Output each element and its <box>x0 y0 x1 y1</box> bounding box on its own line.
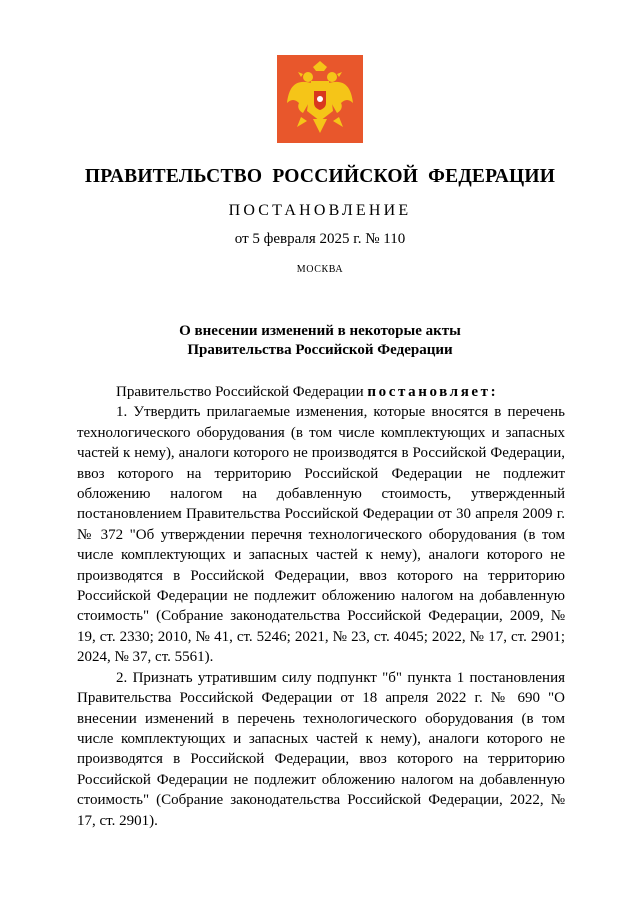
intro-text: Правительство Российской Федерации <box>116 384 364 400</box>
document-body <box>77 382 565 831</box>
document-date-number: от 5 февраля 2025 г. № 110 <box>234 231 406 247</box>
document-subject <box>0 322 640 360</box>
subject-line-2: Правительства Российской Федерации <box>187 342 453 358</box>
paragraph-item-2: 2. Признать утратившим силу подпункт "б" пункта 1 постановления Правительства Российской Федерации от 18 апреля 2022 г. № 690 "О внесении изменений в перечень технологического оборудования (в том числе комплектующих и запасных частей к нему), аналоги которого не производятся в Российской Федерации, ввоз которого на территорию Российской Федерации не подлежит обложению налогом на добавленную стоимость" (Собрание законодательства Российской Федерации, 2022, № 17, ст. 2901). <box>77 669 565 829</box>
document-type: ПОСТАНОВЛЕНИЕ <box>228 202 412 219</box>
paragraph-item-1: 1. Утвердить прилагаемые изменения, которые вносятся в перечень технологического оборудования (в том числе комплектующих и запасных частей к нему), аналоги которого не производятся в Российской Федерации, ввоз которого на территорию Российской Федерации не подлежит обложению налогом на добавленную стоимость, утвержденный постановлением Правительства Российской Федерации от 30 апреля 2009 г. № 372 "Об утверждении перечня технологического оборудования (в том числе комплектующих и запасных частей к нему), аналоги которого не производятся в Российской Федерации, ввоз которого на территорию Российской Федерации не подлежит обложению налогом на добавленную стоимость" (Собрание законодательства Российской Федерации, 2009, № 19, ст. 2330; 2010, № 41, ст. 5246; 2021, № 23, ст. 4045; 2022, № 17, ст. 2901; 2024, № 37, ст. 5561). <box>77 404 565 666</box>
coat-of-arms-icon <box>277 55 363 143</box>
resolution-verb: постановляет: <box>367 384 499 400</box>
document-city: МОСКВА <box>296 264 344 275</box>
government-title: ПРАВИТЕЛЬСТВО РОССИЙСКОЙ ФЕДЕРАЦИИ <box>84 166 556 187</box>
subject-line-1: О внесении изменений в некоторые акты <box>179 323 461 339</box>
resolution-intro <box>77 382 565 402</box>
